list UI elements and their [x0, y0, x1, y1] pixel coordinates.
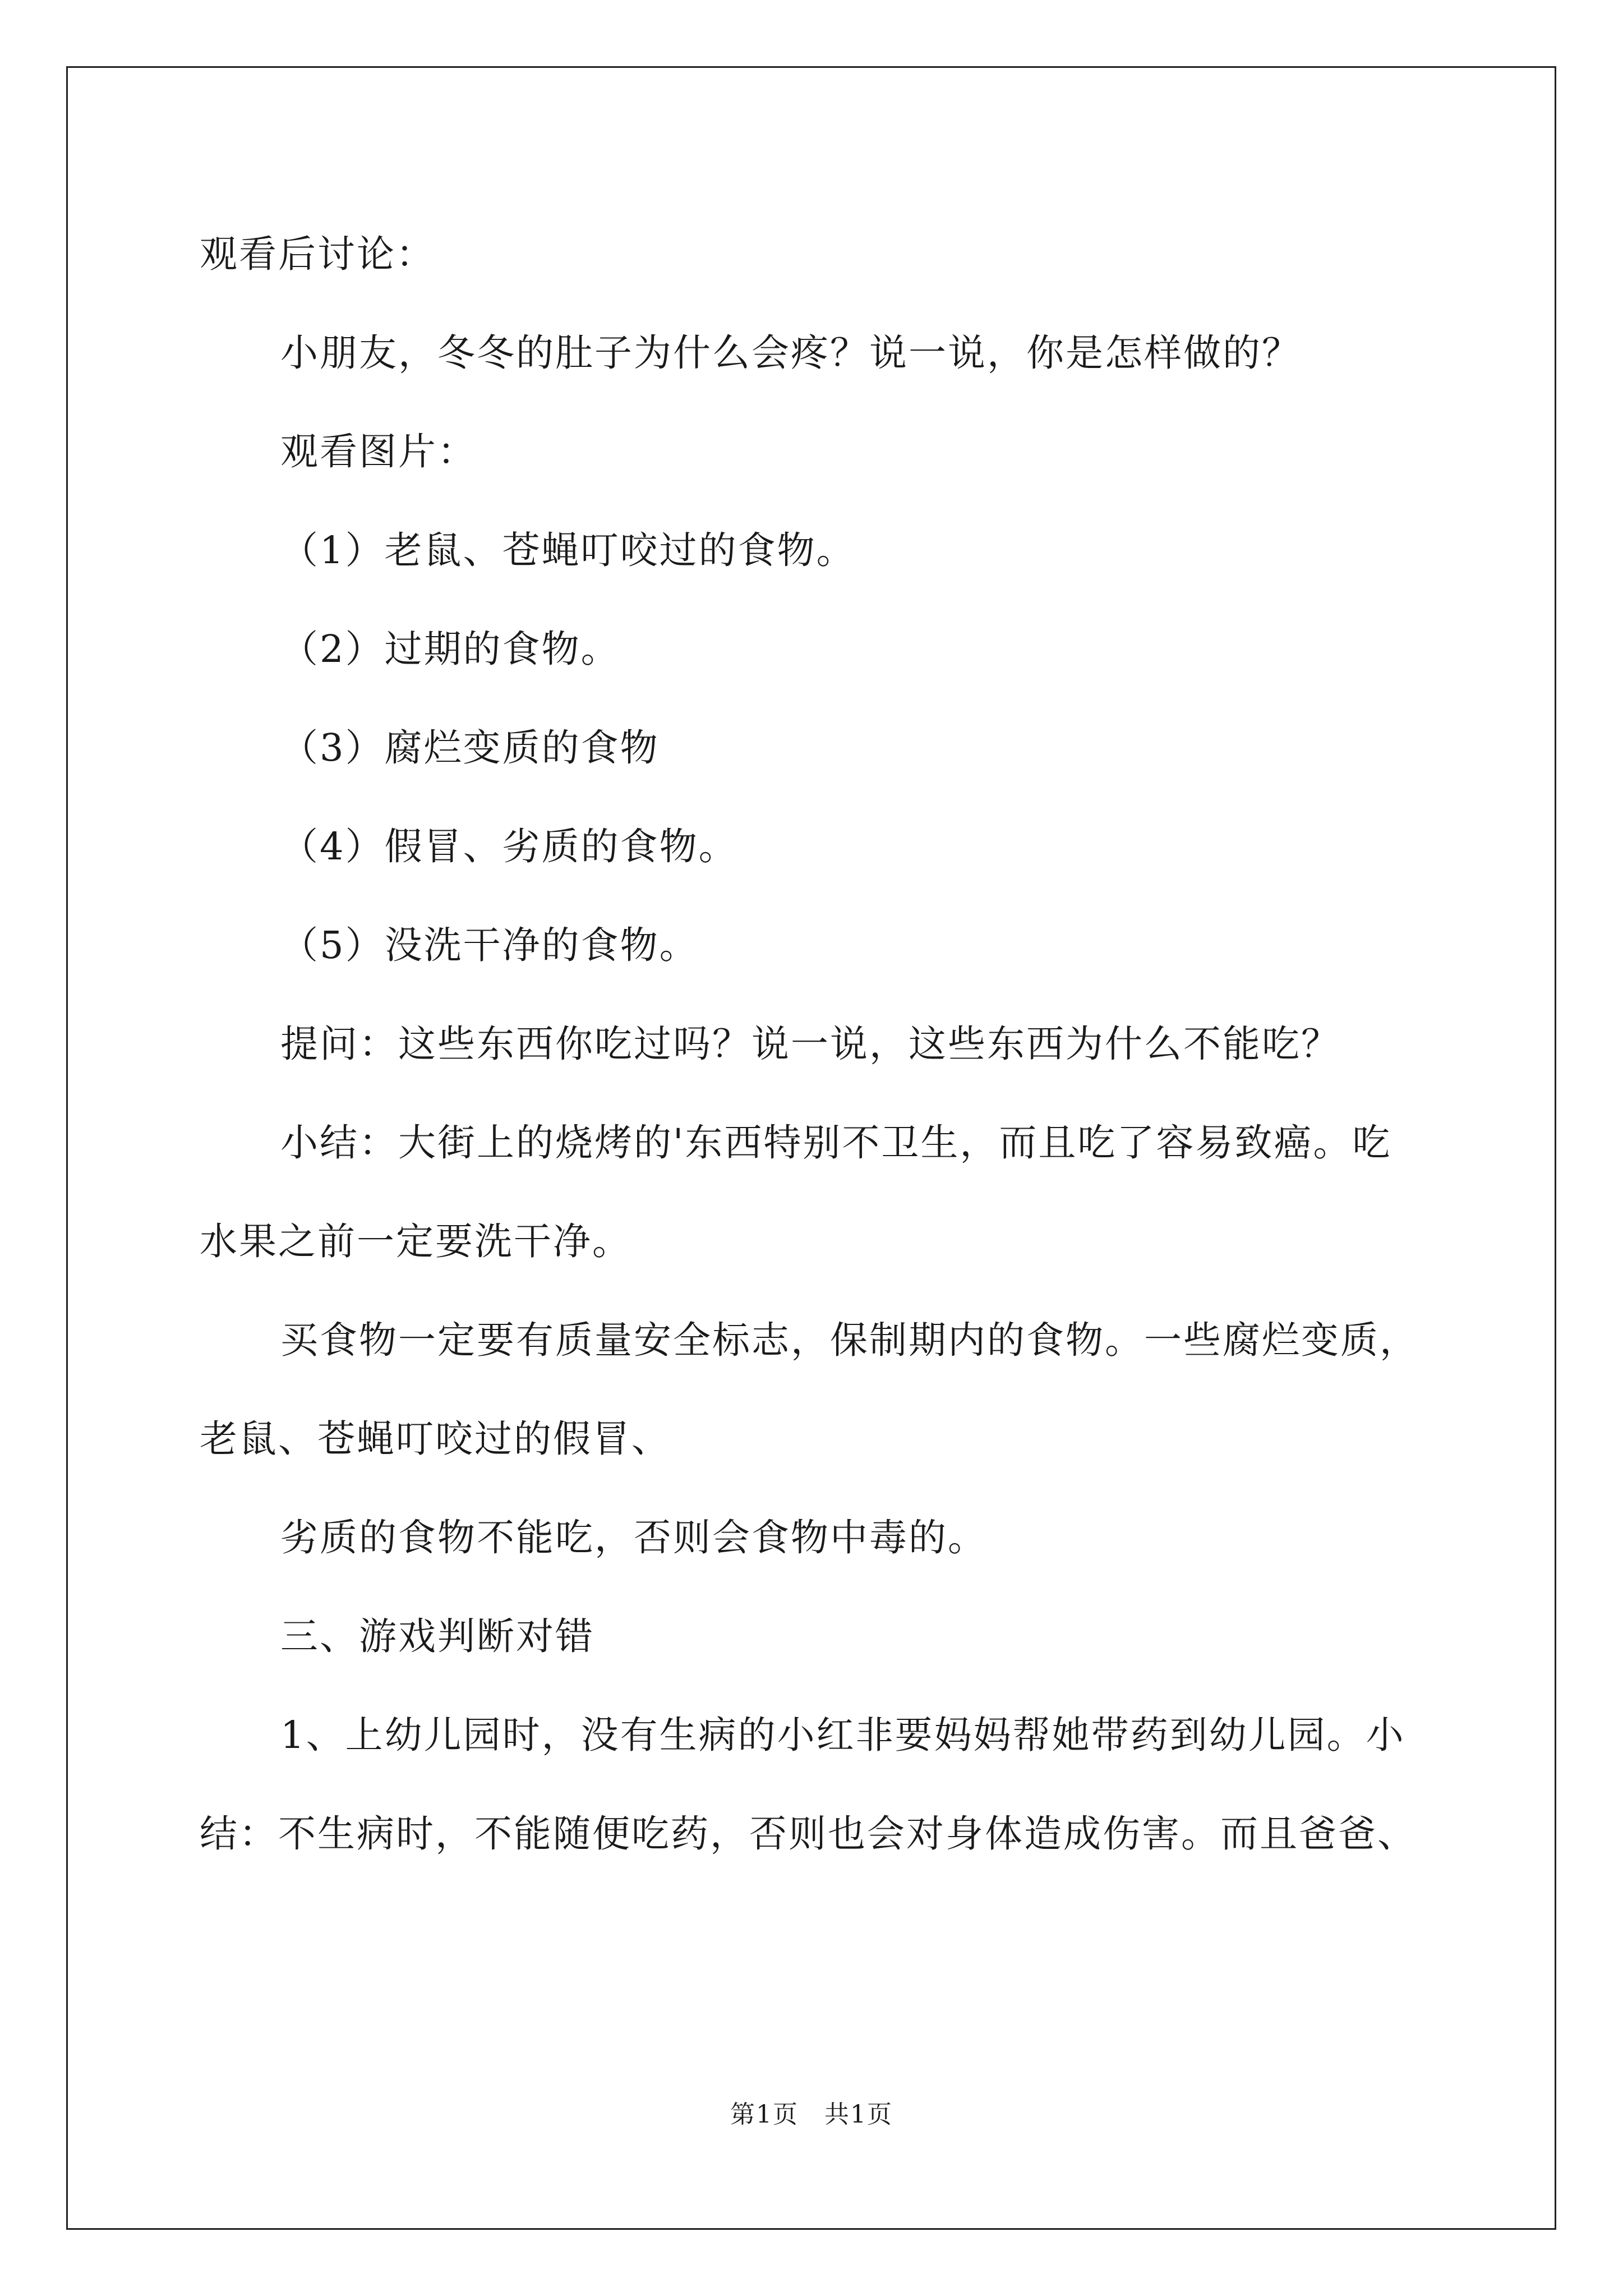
text-line: （1）老鼠、苍蝇叮咬过的食物。: [280, 528, 856, 572]
text-line: 观看后讨论：: [200, 232, 435, 276]
text-line: 提问：这些东西你吃过吗？说一说，这些东西为什么不能吃？: [280, 1022, 1340, 1066]
text-line: 劣质的食物不能吃，否则会食物中毒的。: [280, 1516, 987, 1559]
text-line: （3）腐烂变质的食物: [280, 726, 660, 770]
text-line: 小朋友，冬冬的肚子为什么会疼？说一说，你是怎样做的？: [280, 331, 1301, 375]
text-line: 1、上幼儿园时，没有生病的小红非要妈妈帮她带药到幼儿园。小: [280, 1713, 1405, 1757]
text-line: 结：不生病时，不能随便吃药，否则也会对身体造成伤害。而且爸爸、: [200, 1812, 1417, 1856]
text-line: （2）过期的食物。: [280, 627, 620, 671]
text-line: 买食物一定要有质量安全标志，保制期内的食物。一些腐烂变质，: [280, 1318, 1419, 1362]
text-line: 三、游戏判断对错: [280, 1614, 594, 1658]
page-number: 第1页 共1页: [730, 2100, 893, 2129]
text-line: 水果之前一定要洗干净。: [200, 1220, 631, 1263]
text-line: （5）没洗干净的食物。: [280, 923, 699, 967]
text-line: （4）假冒、劣质的食物。: [280, 825, 738, 868]
text-line: 观看图片：: [280, 430, 477, 473]
text-line: 老鼠、苍蝇叮咬过的假冒、: [200, 1417, 671, 1461]
text-line: 小结：大街上的烧烤的'东西特别不卫生，而且吃了容易致癌。吃: [280, 1121, 1392, 1165]
